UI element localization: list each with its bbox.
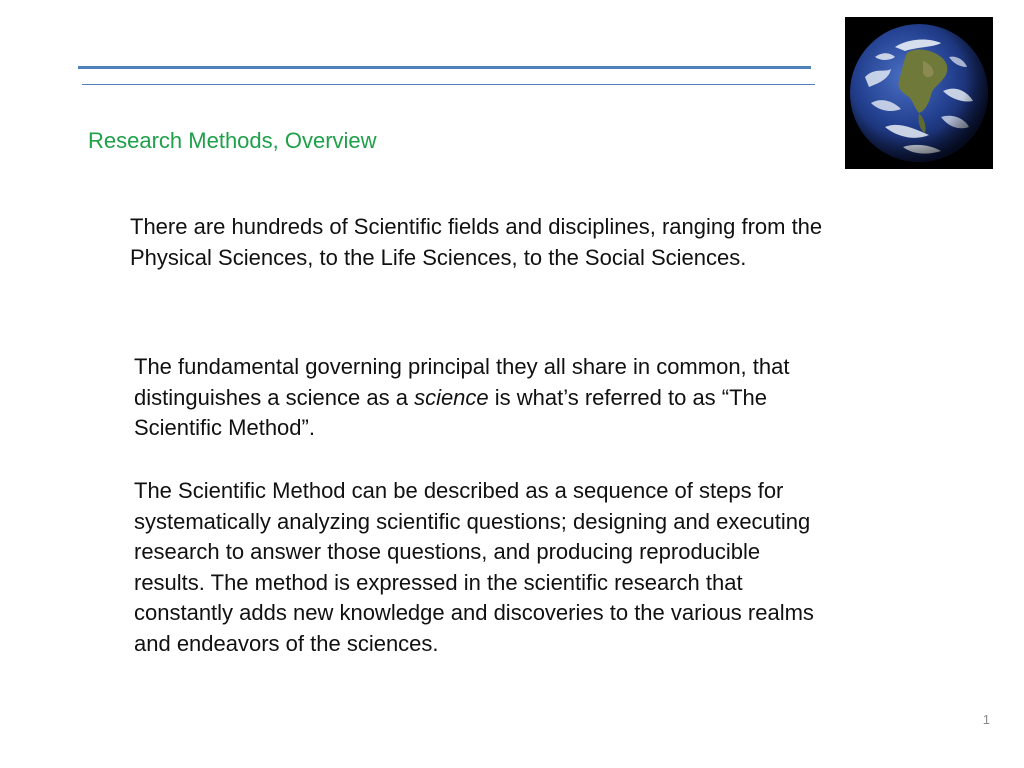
paragraph-scientific-method <box>134 476 974 659</box>
paragraph-line <box>134 383 974 414</box>
paragraph-fields-disciplines <box>130 212 970 273</box>
paragraph-line: The Scientific Method can be described as a sequence of steps for <box>134 478 784 503</box>
paragraph-line: The fundamental governing principal they all share in common, that <box>134 354 790 379</box>
slide-title: Research Methods, Overview <box>88 128 377 153</box>
paragraph-governing-principal <box>134 352 974 444</box>
paragraph-line: systematically analyzing scientific questions; designing and executing <box>134 508 811 534</box>
paragraph-line: There are hundreds of Scientific fields and disciplines, ranging from the <box>130 214 823 239</box>
paragraph-line: constantly adds new knowledge and discoveries to the various realms <box>134 600 814 625</box>
text-run: is what’s referred to as “The <box>488 384 768 410</box>
earth-image <box>845 17 993 169</box>
paragraph-line: results. The method is expressed in the scientific research that <box>134 569 743 595</box>
paragraph-line: Scientific Method”. <box>134 415 315 440</box>
text-run: distinguishes a science as a <box>134 384 415 410</box>
paragraph-line: Physical Sciences, to the Life Sciences, to the Social Sciences. <box>130 244 747 270</box>
paragraph-line: and endeavors of the sciences. <box>134 630 439 656</box>
page-number: 1 <box>982 712 990 727</box>
header-rule-thick <box>78 66 811 69</box>
earth-globe-icon <box>845 17 993 169</box>
italic-science: science <box>414 384 489 410</box>
header-rule-thin <box>82 84 815 85</box>
paragraph-line: research to answer those questions, and producing reproducible <box>134 539 761 564</box>
